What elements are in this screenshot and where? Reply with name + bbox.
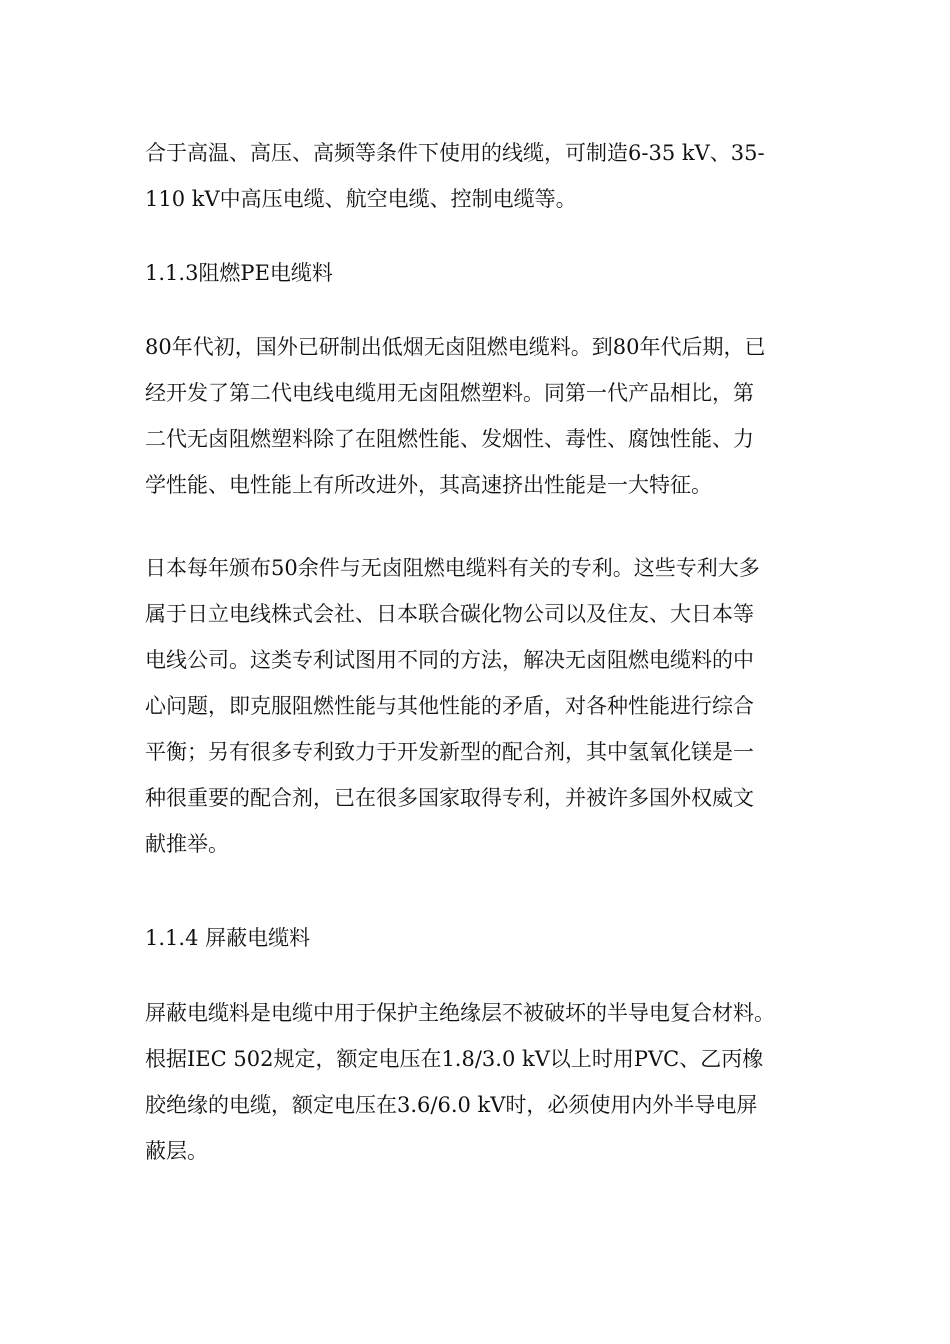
text-line: 80年代初，国外已研制出低烟无卤阻燃电缆料。到80年代后期，已 <box>145 335 766 359</box>
text-line: 种很重要的配合剂，已在很多国家取得专利，并被许多国外权威文 <box>145 786 754 810</box>
text-line: 心问题，即克服阻燃性能与其他性能的矛盾，对各种性能进行综合 <box>145 694 754 718</box>
text-line: 属于日立电线株式会社、日本联合碳化物公司以及住友、大日本等 <box>145 602 754 626</box>
paragraph-intro <box>145 130 810 222</box>
section-heading-1-1-4: 1.1.4 屏蔽电缆料 <box>145 926 311 950</box>
paragraph-flame-retardant-history <box>145 324 810 508</box>
text-line: 学性能、电性能上有所改进外，其高速挤出性能是一大特征。 <box>145 473 712 497</box>
text-line: 屏蔽电缆料是电缆中用于保护主绝缘层不被破坏的半导电复合材料。 <box>145 1001 775 1025</box>
text-line: 根据IEC 502规定，额定电压在1.8/3.0 kV以上时用PVC、乙丙橡 <box>145 1047 764 1071</box>
section-heading-1-1-3: 1.1.3阻燃PE电缆料 <box>145 261 333 285</box>
paragraph-shielding-material <box>145 990 810 1174</box>
text-line: 二代无卤阻燃塑料除了在阻燃性能、发烟性、毒性、腐蚀性能、力 <box>145 427 754 451</box>
text-line: 日本每年颁布50余件与无卤阻燃电缆料有关的专利。这些专利大多 <box>145 556 760 580</box>
paragraph-japan-patents <box>145 545 810 867</box>
text-line: 献推举。 <box>145 832 229 856</box>
text-line: 平衡；另有很多专利致力于开发新型的配合剂，其中氢氧化镁是一 <box>145 740 754 764</box>
text-line: 经开发了第二代电线电缆用无卤阻燃塑料。同第一代产品相比，第 <box>145 381 754 405</box>
text-line: 110 kV中高压电缆、航空电缆、控制电缆等。 <box>145 187 577 211</box>
text-line: 蔽层。 <box>145 1139 208 1163</box>
text-line: 合于高温、高压、高频等条件下使用的线缆，可制造6-35 kV、35- <box>145 141 765 165</box>
text-line: 电线公司。这类专利试图用不同的方法，解决无卤阻燃电缆料的中 <box>145 648 754 672</box>
text-line: 胶绝缘的电缆，额定电压在3.6/6.0 kV时，必须使用内外半导电屏 <box>145 1093 758 1117</box>
